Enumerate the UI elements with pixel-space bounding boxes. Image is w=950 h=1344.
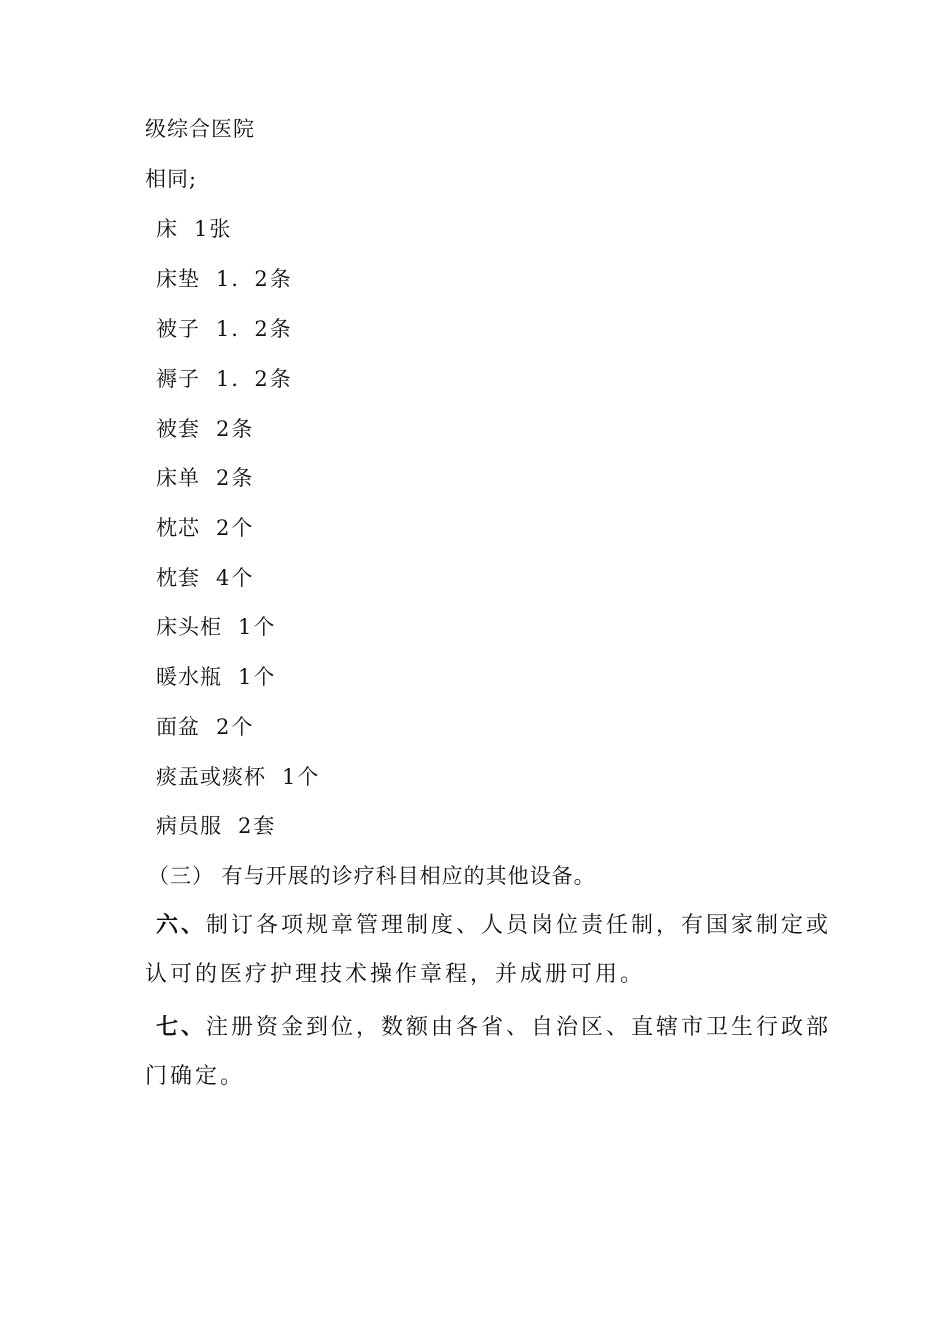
equipment-item [156,215,232,243]
equipment-item [156,713,254,741]
clause-7-text: 注册资金到位，数额由各省、自治区、直辖市卫生行政部 [206,1015,832,1040]
equipment-item-qty: 1个 [282,765,321,789]
equipment-item-qty: 1．2条 [216,267,293,291]
sub-clause-3: （三） 有与开展的诊疗科目相应的其他设备。 [148,864,596,888]
equipment-item-name: 褥子 [156,367,200,391]
equipment-item [156,663,276,691]
equipment-item [156,514,254,542]
equipment-item-name: 面盆 [156,715,200,739]
equipment-item [156,365,293,393]
equipment-item-name: 痰盂或痰杯 [156,765,266,789]
equipment-item-qty: 1张 [194,217,233,241]
equipment-item-qty: 1．2条 [216,367,293,391]
equipment-item-qty: 2条 [216,466,255,490]
clause-7-number: 七、 [156,1014,207,1040]
equipment-item-name: 床单 [156,466,200,490]
equipment-item-qty: 2个 [216,715,255,739]
equipment-item [156,812,276,840]
intro-line-1: 级综合医院 [145,117,255,141]
equipment-item-qty: 1个 [238,665,277,689]
equipment-item-name: 枕芯 [156,516,200,540]
equipment-item [156,613,276,641]
equipment-item [156,464,254,492]
equipment-item-name: 床头柜 [156,615,222,639]
equipment-item-name: 暖水瓶 [156,665,222,689]
equipment-item-qty: 4个 [216,566,255,590]
clause-7-continuation: 门确定。 [145,1064,246,1089]
equipment-item-qty: 1．2条 [216,317,293,341]
equipment-item-qty: 2条 [216,417,255,441]
equipment-item-qty: 2套 [238,814,277,838]
equipment-item-name: 床 [156,217,178,241]
equipment-item-qty: 1个 [238,615,277,639]
equipment-item-name: 被子 [156,317,200,341]
equipment-item-qty: 2个 [216,516,255,540]
equipment-item-name: 枕套 [156,566,200,590]
clause-7-first-line [156,1013,831,1042]
clause-6-continuation: 认可的医疗护理技术操作章程，并成册可用。 [145,962,646,987]
equipment-item [156,265,293,293]
equipment-item-name: 被套 [156,417,200,441]
equipment-item [156,763,320,791]
equipment-item-name: 床垫 [156,267,200,291]
clause-6-first-line [156,911,831,940]
clause-6-text: 制订各项规章管理制度、人员岗位责任制，有国家制定或 [206,913,832,938]
equipment-item [156,315,293,343]
equipment-item-name: 病员服 [156,814,222,838]
intro-line-2: 相同; [145,167,198,191]
clause-6-number: 六、 [156,912,207,938]
equipment-item [156,564,254,592]
equipment-item [156,415,254,443]
